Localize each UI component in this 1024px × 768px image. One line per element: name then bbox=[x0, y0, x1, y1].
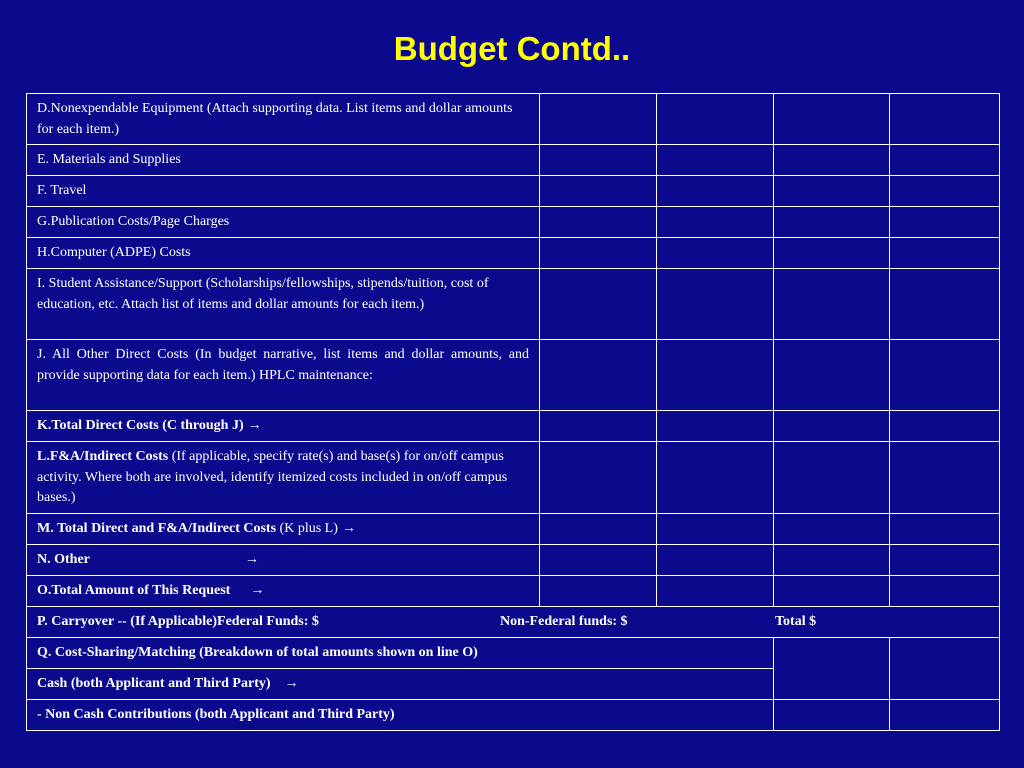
amount-cell[interactable] bbox=[890, 411, 1000, 442]
amount-cell[interactable] bbox=[657, 238, 774, 269]
table-row bbox=[27, 575, 1000, 606]
row-label-m bbox=[27, 513, 540, 544]
table-row bbox=[27, 544, 1000, 575]
amount-cell[interactable] bbox=[657, 544, 774, 575]
table-row bbox=[27, 606, 1000, 637]
table-row bbox=[27, 513, 1000, 544]
amount-cell[interactable] bbox=[540, 145, 657, 176]
amount-cell[interactable] bbox=[657, 513, 774, 544]
row-label-h: H.Computer (ADPE) Costs bbox=[27, 238, 540, 269]
amount-cell[interactable] bbox=[774, 575, 890, 606]
table-row bbox=[27, 207, 1000, 238]
carryover-federal-label: P. Carryover -- (If Applicable)Federal Funds: $ bbox=[37, 613, 319, 629]
amount-cell[interactable] bbox=[890, 340, 1000, 411]
table-row bbox=[27, 176, 1000, 207]
row-label-e: E. Materials and Supplies bbox=[27, 145, 540, 176]
table-row bbox=[27, 238, 1000, 269]
amount-cell[interactable] bbox=[890, 145, 1000, 176]
row-label-i: I. Student Assistance/Support (Scholarships/fellowships, stipends/tuition, cost of education, etc. Attach list of items and dollar amounts for each item.) bbox=[27, 269, 540, 340]
amount-cell[interactable] bbox=[540, 238, 657, 269]
budget-table bbox=[26, 93, 1000, 731]
row-label-n-text: N. Other bbox=[37, 551, 90, 567]
amount-cell[interactable] bbox=[890, 544, 1000, 575]
amount-cell[interactable] bbox=[657, 575, 774, 606]
row-label-o-text: O.Total Amount of This Request bbox=[37, 582, 231, 598]
amount-cell[interactable] bbox=[540, 269, 657, 340]
amount-cell[interactable] bbox=[774, 207, 890, 238]
arrow-right-icon: → bbox=[284, 675, 299, 691]
row-label-k bbox=[27, 411, 540, 442]
row-label-f: F. Travel bbox=[27, 176, 540, 207]
amount-cell[interactable] bbox=[657, 207, 774, 238]
row-label-d: D.Nonexpendable Equipment (Attach supporting data. List items and dollar amounts for each item.) bbox=[27, 94, 540, 145]
amount-cell[interactable] bbox=[540, 544, 657, 575]
row-label-noncash-text: - Non Cash Contributions (both Applicant and Third Party) bbox=[37, 706, 395, 722]
amount-cell[interactable] bbox=[774, 176, 890, 207]
amount-cell[interactable] bbox=[774, 340, 890, 411]
row-label-l-rest: (If applicable, specify rate(s) and base(s) for on/off campus activity. Where both are involved, identify itemized costs included in on/off campus bases.) bbox=[37, 449, 508, 505]
amount-cell[interactable] bbox=[540, 575, 657, 606]
table-row bbox=[27, 442, 1000, 514]
row-label-noncash bbox=[27, 699, 774, 730]
row-label-m-bold: M. Total Direct and F&A/Indirect Costs bbox=[37, 520, 277, 536]
table-row bbox=[27, 145, 1000, 176]
amount-cell[interactable] bbox=[890, 238, 1000, 269]
arrow-right-icon: → bbox=[341, 520, 356, 536]
row-label-n bbox=[27, 544, 540, 575]
table-row bbox=[27, 269, 1000, 340]
amount-cell[interactable] bbox=[890, 442, 1000, 514]
row-label-l-bold: L.F&A/Indirect Costs bbox=[37, 449, 169, 464]
carryover-total-label: Total $ bbox=[775, 613, 817, 629]
carryover-nonfederal-label: Non-Federal funds: $ bbox=[500, 613, 628, 629]
table-row bbox=[27, 699, 1000, 730]
amount-cell[interactable] bbox=[540, 442, 657, 514]
amount-cell[interactable] bbox=[774, 513, 890, 544]
table-row bbox=[27, 411, 1000, 442]
row-label-j: J. All Other Direct Costs (In budget narrative, list items and dollar amounts, and provide supporting data for each item.) HPLC maintenance: bbox=[27, 340, 540, 411]
amount-cell[interactable] bbox=[540, 411, 657, 442]
amount-cell[interactable] bbox=[657, 94, 774, 145]
amount-cell[interactable] bbox=[540, 94, 657, 145]
amount-cell[interactable] bbox=[540, 340, 657, 411]
amount-cell[interactable] bbox=[657, 269, 774, 340]
amount-cell[interactable] bbox=[657, 176, 774, 207]
row-label-k-text: K.Total Direct Costs (C through J) bbox=[37, 418, 244, 433]
row-label-q-text: Q. Cost-Sharing/Matching (Breakdown of total amounts shown on line O) bbox=[37, 644, 478, 660]
amount-cell[interactable] bbox=[774, 94, 890, 145]
amount-cell[interactable] bbox=[890, 699, 1000, 730]
amount-cell[interactable] bbox=[774, 145, 890, 176]
table-row bbox=[27, 94, 1000, 145]
arrow-right-icon: → bbox=[250, 582, 265, 598]
amount-cell[interactable] bbox=[657, 145, 774, 176]
amount-cell[interactable] bbox=[657, 411, 774, 442]
amount-cell[interactable] bbox=[890, 94, 1000, 145]
amount-cell[interactable] bbox=[774, 411, 890, 442]
amount-cell[interactable] bbox=[890, 176, 1000, 207]
amount-cell[interactable] bbox=[890, 207, 1000, 238]
row-label-q bbox=[27, 637, 774, 668]
amount-cell[interactable] bbox=[890, 575, 1000, 606]
arrow-right-icon: → bbox=[247, 418, 262, 433]
table-row bbox=[27, 340, 1000, 411]
amount-cell[interactable] bbox=[774, 637, 890, 699]
amount-cell[interactable] bbox=[890, 637, 1000, 699]
amount-cell[interactable] bbox=[774, 544, 890, 575]
amount-cell[interactable] bbox=[540, 207, 657, 238]
row-label-cash-text: Cash (both Applicant and Third Party) bbox=[37, 675, 271, 691]
amount-cell[interactable] bbox=[774, 269, 890, 340]
row-label-o bbox=[27, 575, 540, 606]
amount-cell[interactable] bbox=[657, 442, 774, 514]
row-label-m-rest: (K plus L) bbox=[276, 520, 338, 536]
amount-cell[interactable] bbox=[540, 176, 657, 207]
row-carryover bbox=[27, 606, 1000, 637]
amount-cell[interactable] bbox=[774, 442, 890, 514]
arrow-right-icon: → bbox=[244, 551, 259, 567]
amount-cell[interactable] bbox=[774, 699, 890, 730]
amount-cell[interactable] bbox=[774, 238, 890, 269]
row-label-cash bbox=[27, 668, 774, 699]
row-label-g: G.Publication Costs/Page Charges bbox=[27, 207, 540, 238]
row-label-l bbox=[27, 442, 540, 514]
amount-cell[interactable] bbox=[540, 513, 657, 544]
amount-cell[interactable] bbox=[890, 269, 1000, 340]
page-title: Budget Contd.. bbox=[393, 30, 631, 67]
amount-cell[interactable] bbox=[657, 340, 774, 411]
table-row bbox=[27, 637, 1000, 668]
amount-cell[interactable] bbox=[890, 513, 1000, 544]
